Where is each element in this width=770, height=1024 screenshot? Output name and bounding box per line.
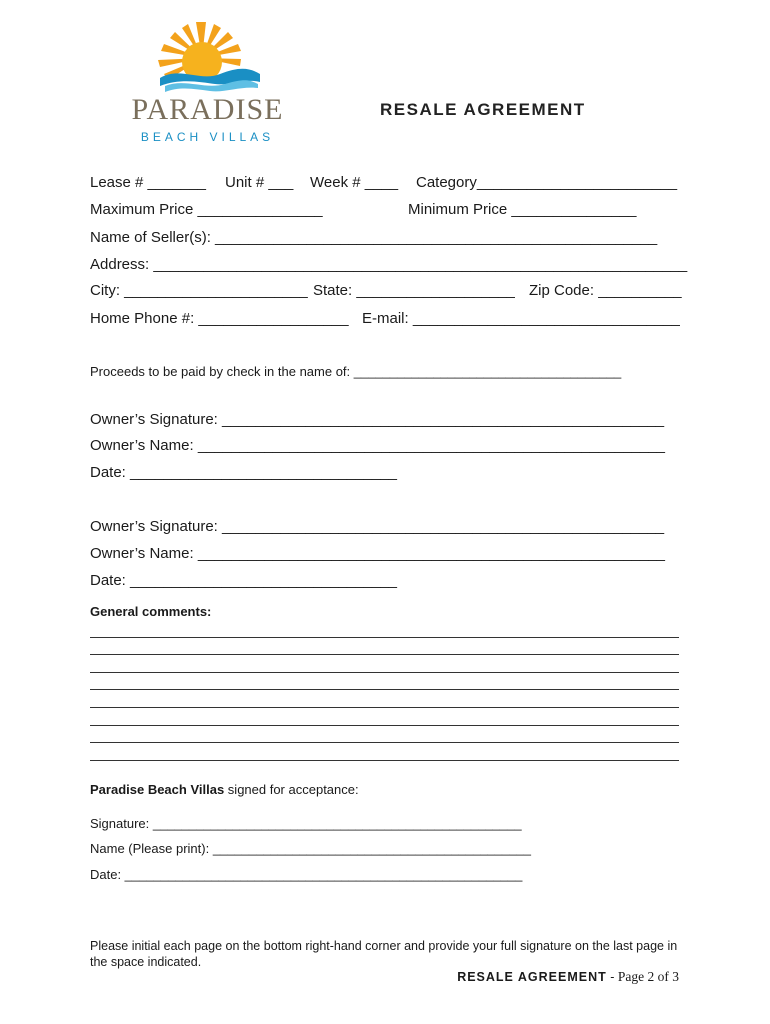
owner1-signature-field[interactable]: Owner’s Signature: _____________________________________________________ bbox=[90, 411, 665, 428]
owner1-date-field[interactable]: Date: ________________________________ bbox=[90, 464, 397, 481]
unit-field[interactable]: Unit # ___ bbox=[225, 174, 294, 191]
week-field[interactable]: Week # ____ bbox=[310, 174, 399, 191]
comment-line[interactable] bbox=[90, 672, 679, 673]
comment-line[interactable] bbox=[90, 654, 679, 655]
comment-line[interactable] bbox=[90, 725, 679, 726]
company-name: Paradise Beach Villas bbox=[90, 782, 225, 797]
paradise-logo bbox=[120, 18, 285, 148]
lease-field[interactable]: Lease # _______ bbox=[90, 174, 206, 191]
comment-line[interactable] bbox=[90, 707, 679, 708]
maximum-price-field[interactable]: Maximum Price _______________ bbox=[90, 201, 323, 218]
seller-name-field[interactable]: Name of Seller(s): _____________________________________________________ bbox=[90, 229, 658, 246]
state-field[interactable]: State: ___________________ bbox=[313, 282, 515, 299]
zip-code-field[interactable]: Zip Code: __________ bbox=[529, 282, 682, 299]
footer-instructions: Please initial each page on the bottom right-hand corner and provide your full signature on the last page in the space indicated. bbox=[90, 939, 678, 969]
acceptance-signature-field[interactable]: Signature: ___________________________________________________ bbox=[90, 816, 522, 831]
owner2-date-field[interactable]: Date: ________________________________ bbox=[90, 572, 397, 589]
category-field[interactable]: Category________________________ bbox=[416, 174, 678, 191]
email-field[interactable]: E-mail: ________________________________ bbox=[362, 310, 680, 327]
acceptance-text: signed for acceptance: bbox=[224, 782, 359, 797]
page-footer bbox=[457, 969, 679, 985]
comment-line[interactable] bbox=[90, 742, 679, 743]
comment-line[interactable] bbox=[90, 637, 679, 638]
page-number: Page 2 of 3 bbox=[617, 969, 679, 984]
general-comments-label: General comments: bbox=[90, 604, 212, 619]
page-title: RESALE AGREEMENT bbox=[380, 100, 586, 119]
minimum-price-field[interactable]: Minimum Price _______________ bbox=[408, 201, 637, 218]
footer-label: RESALE AGREEMENT bbox=[457, 970, 607, 984]
brand-name: PARADISE bbox=[131, 93, 284, 126]
comment-line[interactable] bbox=[90, 689, 679, 690]
brand-subtitle: BEACH VILLAS bbox=[140, 130, 275, 144]
city-field[interactable]: City: ______________________ bbox=[90, 282, 308, 299]
owner2-name-field[interactable]: Owner’s Name: ________________________________________________________ bbox=[90, 545, 665, 562]
acceptance-date-field[interactable]: Date: _______________________________________________________ bbox=[90, 867, 523, 882]
acceptance-name-field[interactable]: Name (Please print): ____________________________________________ bbox=[90, 841, 531, 856]
proceeds-field[interactable]: Proceeds to be paid by check in the name of: _____________________________________ bbox=[90, 364, 622, 379]
address-field[interactable]: Address: ________________________________________________________________ bbox=[90, 256, 688, 273]
home-phone-field[interactable]: Home Phone #: __________________ bbox=[90, 310, 349, 327]
owner2-signature-field[interactable]: Owner’s Signature: _____________________________________________________ bbox=[90, 518, 665, 535]
acceptance-heading bbox=[90, 781, 359, 799]
comment-line[interactable] bbox=[90, 760, 679, 761]
footer-separator: - bbox=[606, 970, 618, 984]
sun-wave-icon bbox=[120, 18, 285, 98]
owner1-name-field[interactable]: Owner’s Name: ________________________________________________________ bbox=[90, 437, 665, 454]
